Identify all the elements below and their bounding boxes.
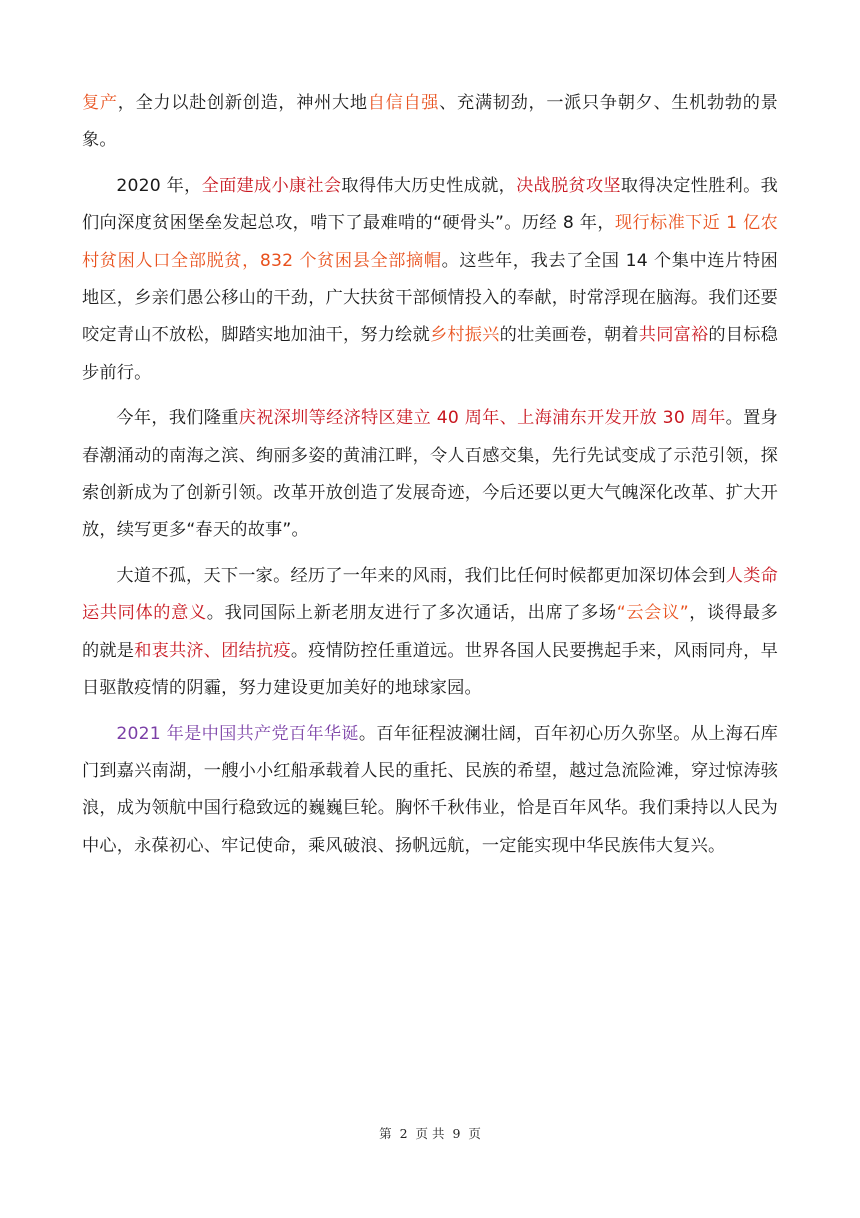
text-run: 今年，我们隆重 <box>116 408 239 429</box>
page-label-prefix: 第 <box>379 1126 392 1141</box>
paragraph <box>82 85 778 160</box>
text-run: 的目标稳步前行。 <box>82 325 778 383</box>
page-label-mid: 页 共 <box>415 1126 445 1141</box>
page-current: 2 <box>399 1126 408 1141</box>
page-footer <box>0 1124 860 1142</box>
highlighted-text: “云会议” <box>616 603 689 624</box>
page-total: 9 <box>452 1126 461 1141</box>
document-body <box>82 85 778 873</box>
highlighted-text: 复产 <box>82 93 118 113</box>
text-run: 。我同国际上新老朋友进行了多次通话，出席了多场 <box>206 603 617 624</box>
text-run: 。疫情防控任重道远。世界各国人民要携起手来，风雨同舟，早日驱散疫情的阴霾，努力建设更加美好的地球家园。 <box>82 640 778 699</box>
highlighted-text: 2021 年是中国共产党百年华诞 <box>116 723 359 744</box>
text-run: 2020 年， <box>116 175 202 196</box>
paragraph <box>82 400 778 550</box>
paragraph <box>82 558 778 708</box>
text-run: 的壮美画卷，朝着 <box>499 325 639 346</box>
paragraph <box>82 168 778 392</box>
highlighted-text: 共同富裕 <box>638 325 709 346</box>
text-run: 大道不孤，天下一家。经历了一年来的风雨，我们比任何时候都更加深切体会到 <box>116 565 726 586</box>
text-run: ，全力以赴创新创造，神州大地 <box>117 93 368 113</box>
text-run: 。百年征程波澜壮阔，百年初心历久弥坚。从上海石库门到嘉兴南湖，一艘小小红船承载着人民的重托、民族的希望，越过急流险滩，穿过惊涛骇浪，成为领航中国行稳致远的巍巍巨轮。胸怀千秋伟业，恰是百年风华。我们秉持以人民为中心，永葆初心、牢记使命，乘风破浪、扬帆远航，一定能实现中华民族伟大复兴。 <box>82 723 778 856</box>
highlighted-text: 自信自强 <box>367 93 440 113</box>
highlighted-text: 人类命运共同体的意义 <box>82 565 778 624</box>
text-run: 取得伟大历史性成就， <box>341 175 517 196</box>
paragraph <box>82 716 778 866</box>
highlighted-text: 现行标准下近 1 亿农村贫困人口全部脱贫，832 个贫困县全部摘帽 <box>82 213 778 271</box>
highlighted-text: 决战脱贫攻坚 <box>516 175 621 196</box>
page-label-suffix: 页 <box>468 1126 481 1141</box>
text-run: 、充满韧劲，一派只争朝夕、生机勃勃的景象。 <box>82 93 778 151</box>
highlighted-text: 和衷共济、团结抗疫 <box>134 640 291 661</box>
text-run: ，谈得最多的就是 <box>82 603 778 661</box>
highlighted-text: 全面建成小康社会 <box>201 175 342 196</box>
highlighted-text: 乡村振兴 <box>429 325 500 346</box>
text-run: 。这些年，我去了全国 14 个集中连片特困地区，乡亲们愚公移山的干劲，广大扶贫干部倾情投入的奉献，时常浮现在脑海。我们还要咬定青山不放松，脚踏实地加油干，努力绘就 <box>82 250 779 346</box>
text-run: 取得决定性胜利。我们向深度贫困堡垒发起总攻，啃下了最难啃的“硬骨头”。历经 8 年， <box>82 175 779 234</box>
highlighted-text: 庆祝深圳等经济特区建立 40 周年、上海浦东开发开放 30 周年 <box>238 408 726 429</box>
text-run: 。置身春潮涌动的南海之滨、绚丽多姿的黄浦江畔，令人百感交集，先行先试变成了示范引领，探索创新成为了创新引领。改革开放创造了发展奇迹，今后还要以更大气魄深化改革、扩大开放，续写更多“春天的故事”。 <box>82 408 778 541</box>
